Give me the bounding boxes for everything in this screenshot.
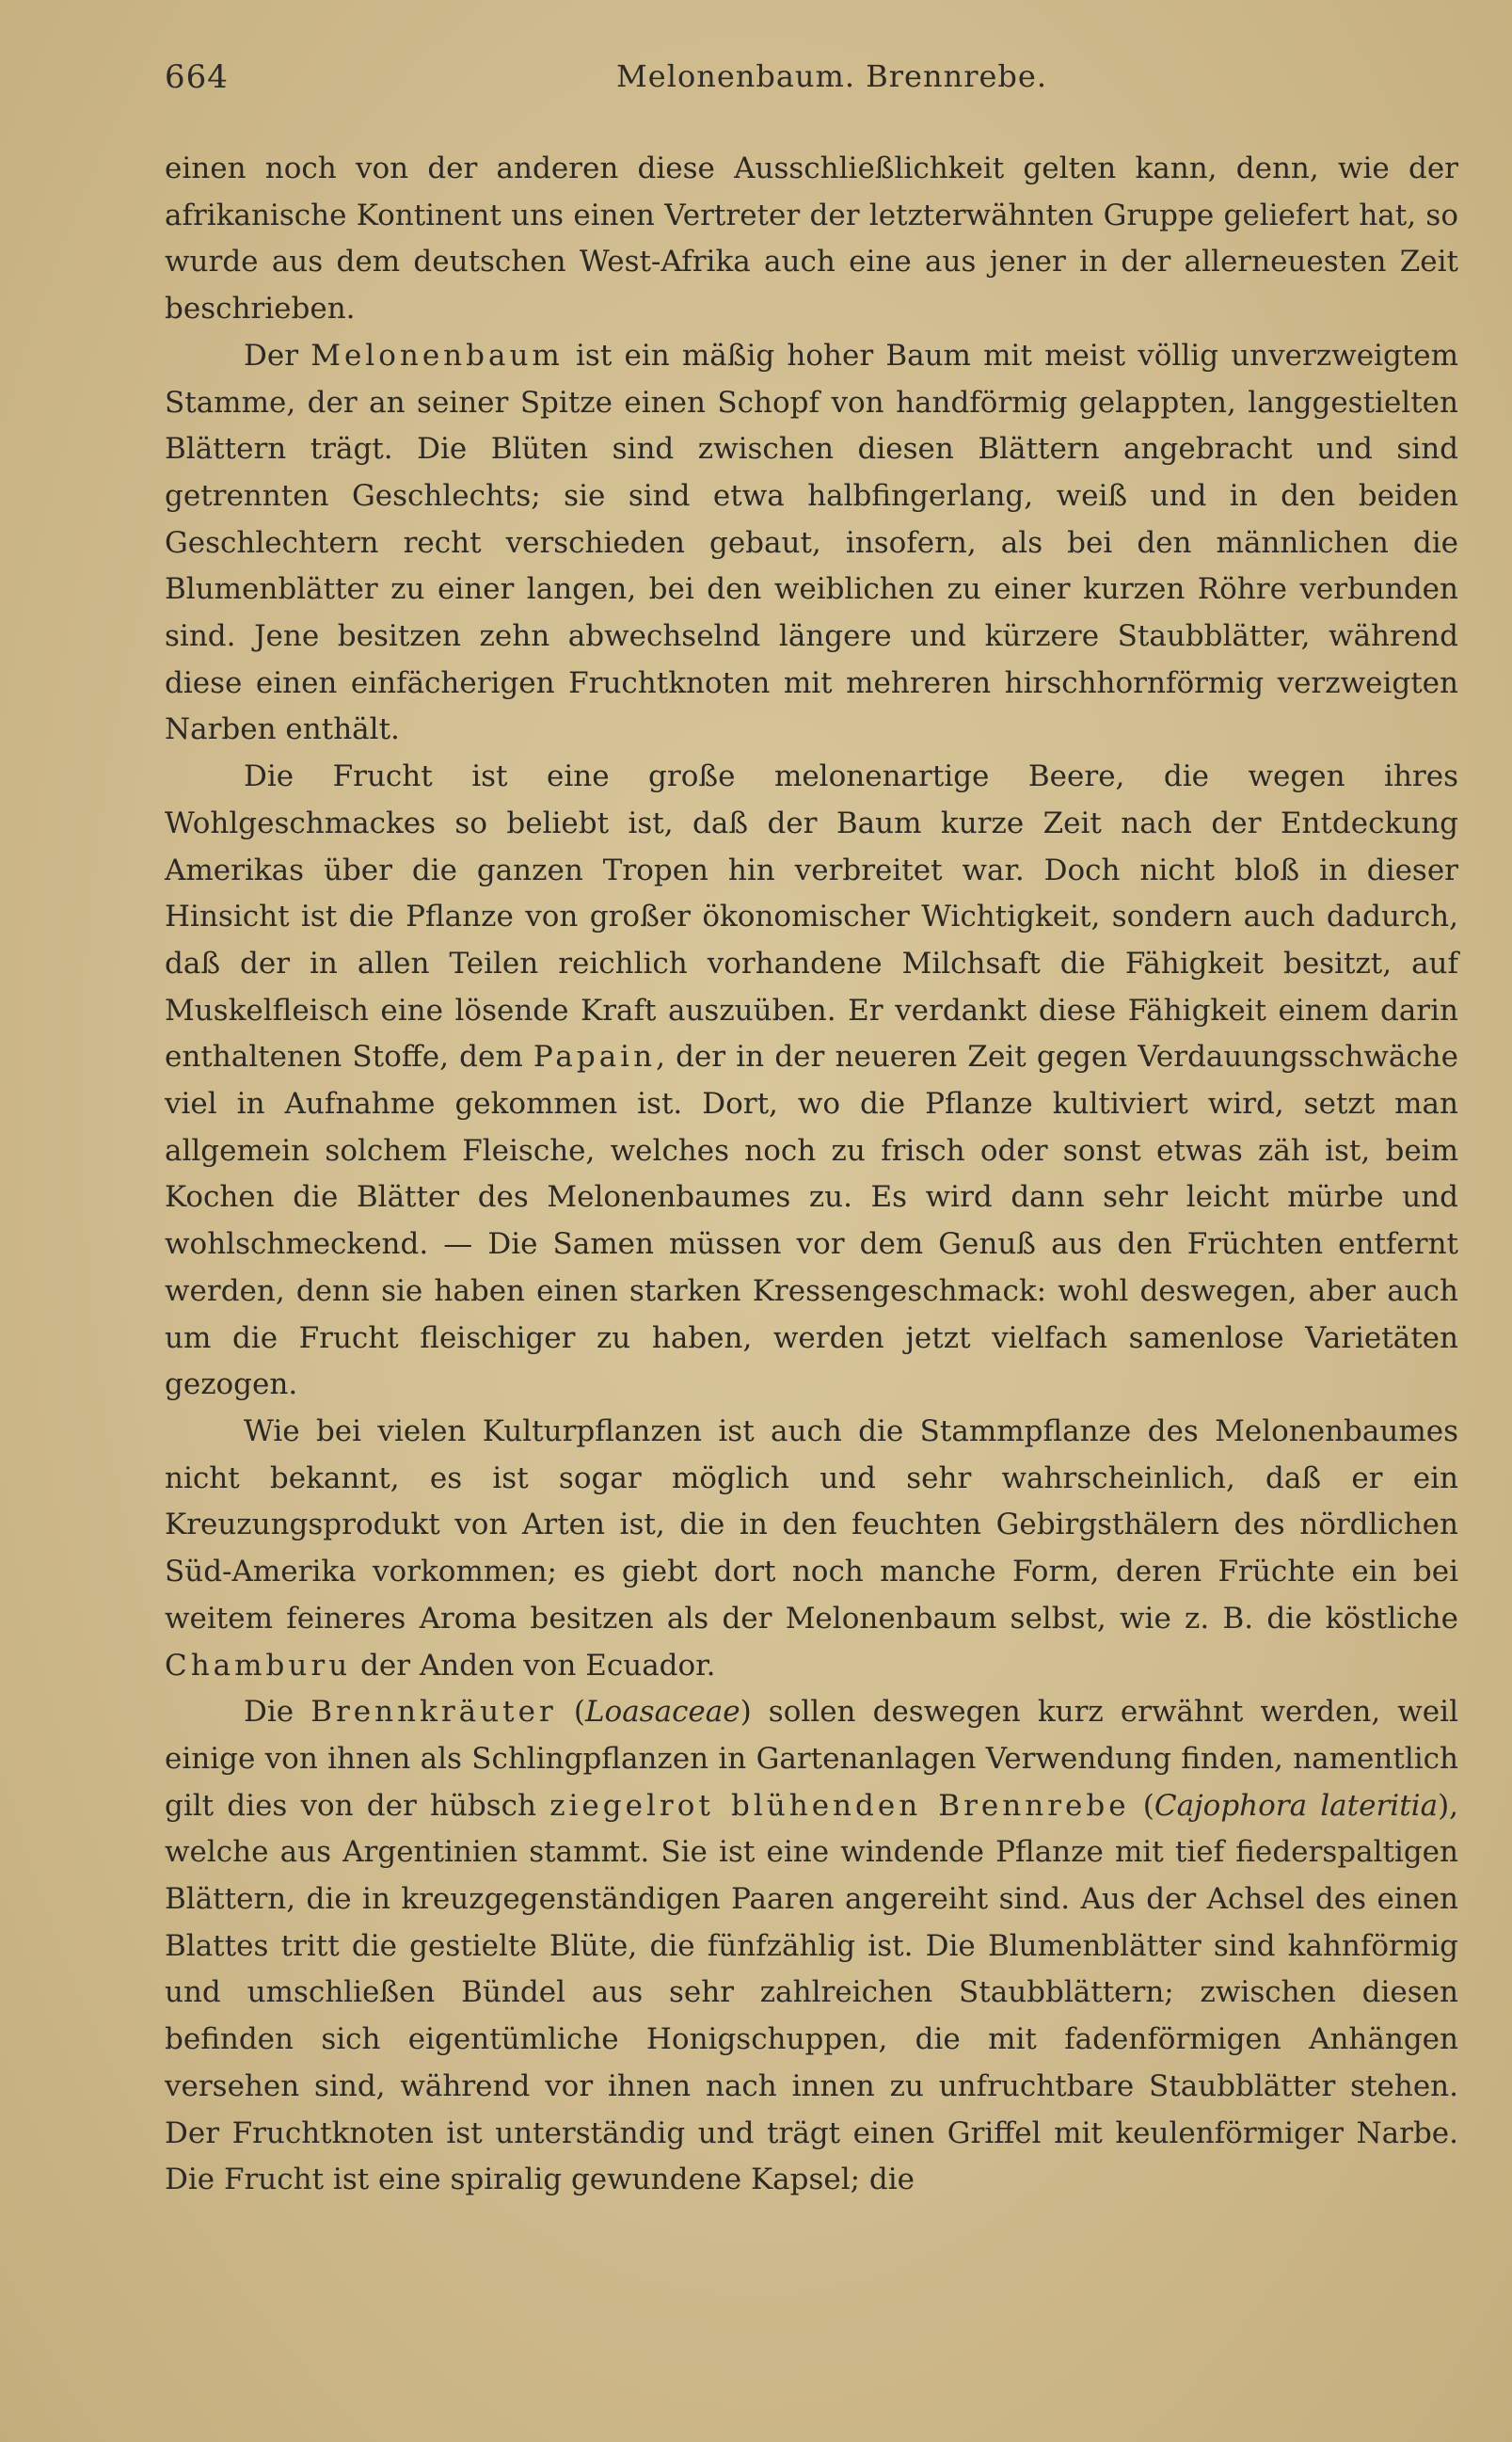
latin-name: Cajophora lateritia [1154, 1788, 1439, 1823]
paragraph-text: der Anden von Ecuador. [351, 1648, 716, 1683]
paragraph-text: , der in der neueren Zeit gegen Verdauungsschwäche viel in Aufnahme gekommen ist. Dort, wo die Pflanze kultiviert wird, setzt man allgemein solchem Fleische, welches noch zu frisch oder sonst etwas zäh ist, beim Kochen die Blätter des Melonenbaumes zu. Es wird dann sehr leicht mürbe und wohlschmeckend. — Die Samen müssen vor dem Genuß aus den Früchten entfernt werden, denn sie haben einen starken Kressengeschmack: wohl deswegen, aber auch um die Frucht fleischiger zu haben, werden jetzt vielfach samenlose Varietäten gezogen. [165, 1040, 1458, 1402]
paragraph-text: Die [244, 1695, 311, 1730]
body-text [165, 146, 1458, 2204]
paragraph-text: einen noch von der anderen diese Ausschließlichkeit gelten kann, denn, wie der afrikanische Kontinent uns einen Vertreter der letzterwähnten Gruppe geliefert hat, so wurde aus dem deutschen West-Afrika auch eine aus jener in der allerneuesten Zeit beschrieben. [165, 152, 1458, 327]
latin-name: Loasaceae [584, 1695, 740, 1730]
spaced-term: Papain [533, 1040, 657, 1075]
paragraph [165, 1409, 1458, 1689]
page-header [165, 58, 1463, 115]
spaced-term: Brennkräuter [310, 1695, 557, 1730]
running-head: Melonenbaum. Brennrebe. [616, 58, 1048, 94]
paragraph-text: ist ein mäßig hoher Baum mit meist völlig unverzweigtem Stamme, der an seiner Spitze einen Schopf von handförmig gelappten, langgestielten Blättern trägt. Die Blüten sind zwischen diesen Blättern angebracht und sind getrennten Geschlechts; sie sind etwa halbfingerlang, weiß und in den beiden Geschlechtern recht verschieden gebaut, insofern, als bei den männlichen die Blumenblätter zu einer langen, bei den weiblichen zu einer kurzen Röhre verbunden sind. Jene besitzen zehn abwechselnd längere und kürzere Staubblätter, während diese einen einfächerigen Fruchtknoten mit mehreren hirschhornförmig verzweigten Narben enthält. [165, 338, 1458, 747]
paragraph-text: Wie bei vielen Kulturpflanzen ist auch die Stammpflanze des Melonenbaumes nicht bekannt, es ist sogar möglich und sehr wahrscheinlich, daß er ein Kreuzungsprodukt von Arten ist, die in den feuchten Gebirgsthälern des nördlichen Süd-Amerika vorkommen; es giebt dort noch manche Form, deren Früchte ein bei weitem feineres Aroma besitzen als der Melonenbaum selbst, wie z. B. die köstliche [165, 1413, 1458, 1636]
paragraph [165, 146, 1458, 333]
paragraph [165, 1689, 1458, 2204]
spaced-term: Chamburu [165, 1648, 352, 1683]
paragraph [165, 754, 1458, 1409]
paragraph-text: Die Frucht ist eine große melonenartige Beere, die wegen ihres Wohlgeschmackes so beliebt ist, daß der Baum kurze Zeit nach der Entdeckung Amerikas über die ganzen Tropen hin verbreitet war. Doch nicht bloß in dieser Hinsicht ist die Pflanze von großer ökonomischer Wichtigkeit, sondern auch dadurch, daß der in allen Teilen reichlich vorhandene Milchsaft die Fähigkeit besitzt, auf Muskelfleisch eine lösende Kraft auszuüben. Er verdankt diese Fähigkeit einem darin enthaltenen Stoffe, dem [165, 759, 1458, 1075]
paragraph [165, 333, 1458, 754]
paragraph-text: ( [1129, 1788, 1154, 1823]
paragraph-text: ( [556, 1695, 585, 1730]
paragraph-text: ) sollen deswegen kurz erwähnt werden, weil einige von ihnen als Schlingpflanzen in Gartenanlagen Verwendung finden, namentlich gilt dies von der hübsch [165, 1695, 1458, 1823]
paragraph-text: Der [244, 338, 311, 373]
spaced-term: Melonenbaum [310, 338, 564, 373]
page-number: 664 [165, 58, 229, 96]
spaced-term: ziegelrot blühenden Brennrebe [549, 1788, 1130, 1823]
paragraph-text: ), welche aus Argentinien stammt. Sie ist eine windende Pflanze mit tief fiederspaltigen Blättern, die in kreuzgegenständigen Paaren angereiht sind. Aus der Achsel des einen Blattes tritt die gestielte Blüte, die fünfzählig ist. Die Blumenblätter sind kahnförmig und umschließen Bündel aus sehr zahlreichen Staubblättern; zwischen diesen befinden sich eigentümliche Honigschuppen, die mit fadenförmigen Anhängen versehen sind, während vor ihnen nach innen zu unfruchtbare Staubblätter stehen. Der Fruchtknoten ist unterständig und trägt einen Griffel mit keulenförmiger Narbe. Die Frucht ist eine spiralig gewundene Kapsel; die [165, 1788, 1459, 2197]
